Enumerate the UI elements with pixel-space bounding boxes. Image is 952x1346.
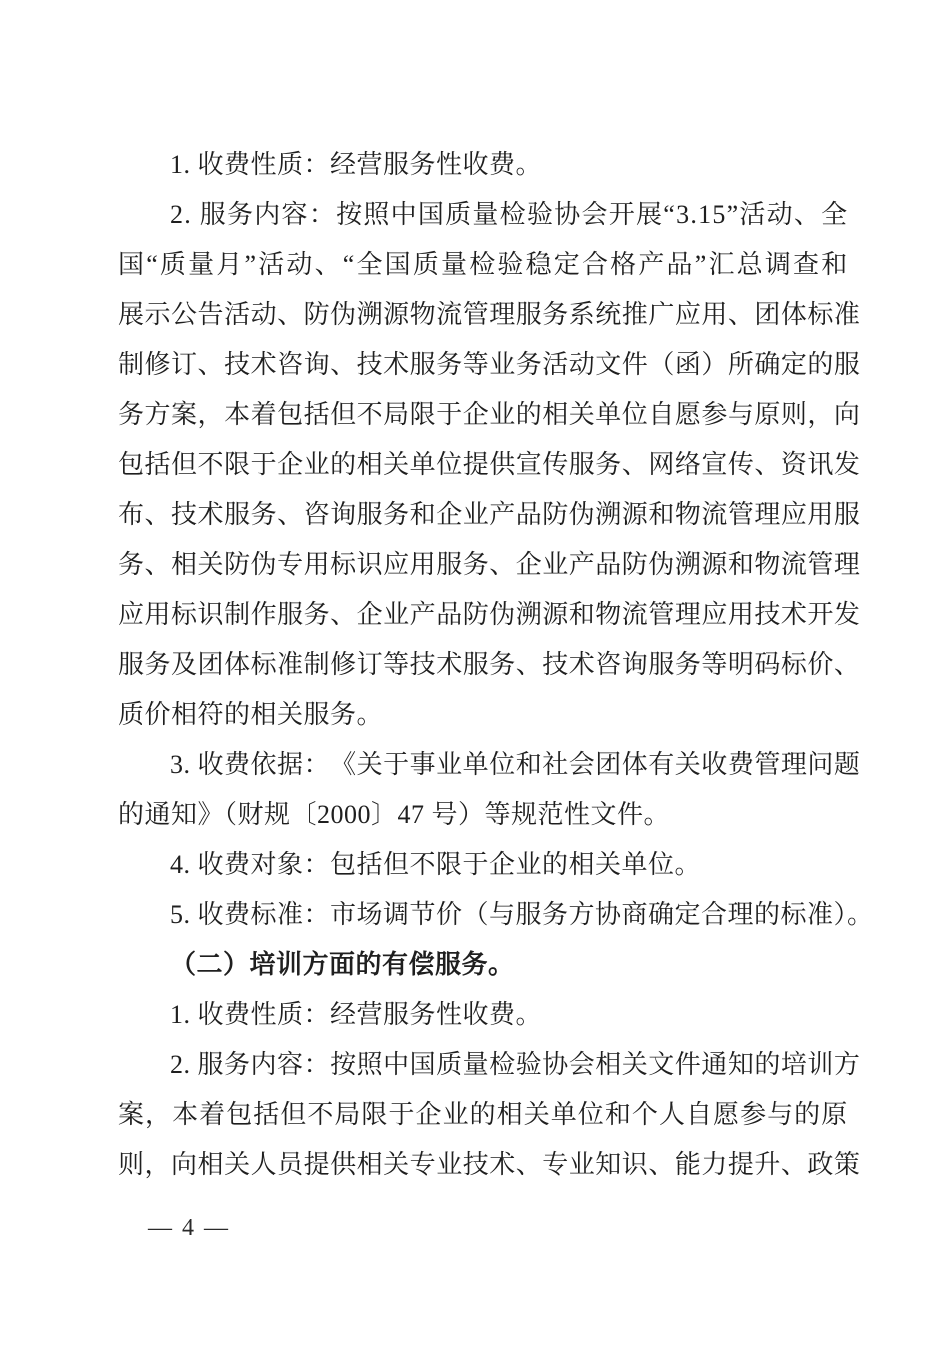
text-line: 国 “ 质 量 月 ” 活 动 、 “ 全 国 质 量 检 验 稳 定 合 格 产 品 ” 汇 总 调 查 和 xyxy=(118,250,848,279)
text-line: 应 用 标 识 制 作 服 务 、 企 业 产 品 防 伪 溯 源 和 物 流 管 理 应 用 技 术 开 发 xyxy=(118,600,861,629)
page-number: — 4 — xyxy=(148,1215,230,1241)
text-line: 制 修 订 、 技 术 咨 询 、 技 术 服 务 等 业 务 活 动 文 件 （ 函 ） 所 确 定 的 服 xyxy=(118,350,861,379)
text-line: 布 、 技 术 服 务 、 咨 询 服 务 和 企 业 产 品 防 伪 溯 源 和 物 流 管 理 应 用 服 xyxy=(118,500,861,529)
text-line: 质价相符的相关服务。 xyxy=(118,700,384,729)
text-line: 务 方 案 ， 本 着 包 括 但 不 局 限 于 企 业 的 相 关 单 位 自 愿 参 与 原 则 ， 向 xyxy=(118,400,861,429)
text-line: 2 . 服 务 内 容 ： 按 照 中 国 质 量 检 验 协 会 相 关 文 件 通 知 的 培 训 方 xyxy=(170,1050,861,1079)
text-line: 展 示 公 告 活 动 、 防 伪 溯 源 物 流 管 理 服 务 系 统 推 广 应 用 、 团 体 标 准 xyxy=(118,300,861,329)
text-line: 1. 收费性质：经营服务性收费。 xyxy=(170,150,543,179)
section-heading: （二）培训方面的有偿服务。 xyxy=(170,950,515,979)
text-line: 的通知》（财规〔2000〕47 号）等规范性文件。 xyxy=(118,800,671,829)
text-line: 则 ， 向 相 关 人 员 提 供 相 关 专 业 技 术 、 专 业 知 识 、 能 力 提 升 、 政 策 xyxy=(118,1150,861,1179)
text-line: 务 、 相 关 防 伪 专 用 标 识 应 用 服 务 、 企 业 产 品 防 伪 溯 源 和 物 流 管 理 xyxy=(118,550,861,579)
text-line: 2 . 服 务 内 容 ： 按 照 中 国 质 量 检 验 协 会 开 展 “ 3 . 1 5 ” 活 动 、 全 xyxy=(170,200,848,229)
text-line: 包 括 但 不 限 于 企 业 的 相 关 单 位 提 供 宣 传 服 务 、 网 络 宣 传 、 资 讯 发 xyxy=(118,450,861,479)
page-body xyxy=(118,140,874,1190)
text-line: 案 ， 本 着 包 括 但 不 局 限 于 企 业 的 相 关 单 位 和 个 人 自 愿 参 与 的 原 xyxy=(118,1100,848,1129)
text-line: 5. 收费标准：市场调节价（与服务方协商确定合理的标准）。 xyxy=(170,900,874,929)
text-line: 3 . 收 费 依 据 ： 《 关 于 事 业 单 位 和 社 会 团 体 有 关 收 费 管 理 问 题 xyxy=(170,750,861,779)
text-line: 服 务 及 团 体 标 准 制 修 订 等 技 术 服 务 、 技 术 咨 询 服 务 等 明 码 标 价 、 xyxy=(118,650,861,679)
text-line: 1. 收费性质：经营服务性收费。 xyxy=(170,1000,543,1029)
text-line: 4. 收费对象：包括但不限于企业的相关单位。 xyxy=(170,850,702,879)
